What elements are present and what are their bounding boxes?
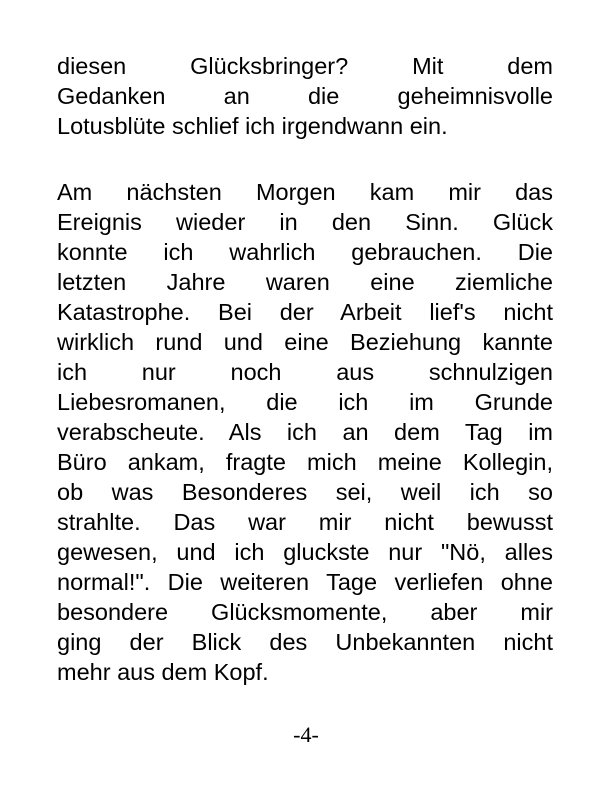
text-line: ob was Besonderes sei, weil ich so <box>57 479 553 505</box>
text-line: letzten Jahre waren eine ziemliche <box>57 269 553 295</box>
text-line: ging der Blick des Unbekannten nicht <box>57 629 553 655</box>
text-line: Am nächsten Morgen kam mir das <box>57 179 553 205</box>
text-line: Gedanken an die geheimnisvolle <box>57 83 553 109</box>
text-line: Katastrophe. Bei der Arbeit lief's nicht <box>57 299 553 325</box>
text-line: gewesen, und ich gluckste nur "Nö, alles <box>57 539 553 565</box>
paragraph-1 <box>57 51 553 141</box>
text-line: mehr aus dem Kopf. <box>57 659 269 685</box>
text-line: normal!". Die weiteren Tage verliefen ohne <box>57 569 553 595</box>
text-line: verabscheute. Als ich an dem Tag im <box>57 419 553 445</box>
text-line: Liebesromanen, die ich im Grunde <box>57 389 553 415</box>
text-line: ich nur noch aus schnulzigen <box>57 359 553 385</box>
paragraph-2 <box>57 177 553 687</box>
page-number: -4- <box>293 722 319 747</box>
text-line: diesen Glücksbringer? Mit dem <box>57 53 553 79</box>
text-line: Büro ankam, fragte mich meine Kollegin, <box>57 449 553 475</box>
text-line: wirklich rund und eine Beziehung kannte <box>57 329 553 355</box>
text-line: konnte ich wahrlich gebrauchen. Die <box>57 239 553 265</box>
text-line: strahlte. Das war mir nicht bewusst <box>57 509 553 535</box>
text-line: Lotusblüte schlief ich irgendwann ein. <box>57 113 448 139</box>
text-line: besondere Glücksmomente, aber mir <box>57 599 553 625</box>
text-line: Ereignis wieder in den Sinn. Glück <box>57 209 553 235</box>
